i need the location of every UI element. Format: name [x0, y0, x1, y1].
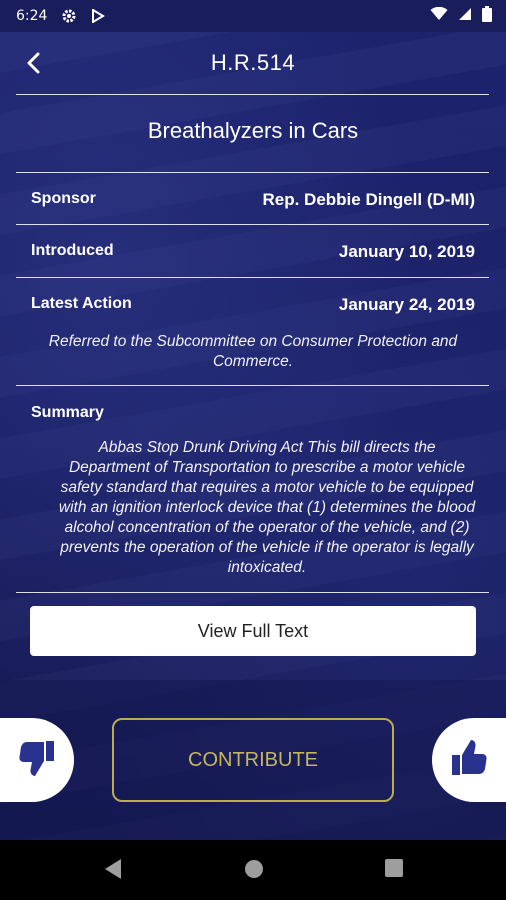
- divider: [16, 224, 489, 225]
- introduced-value: January 10, 2019: [338, 242, 475, 261]
- divider: [16, 385, 489, 386]
- thumbs-up-button[interactable]: [432, 718, 506, 802]
- divider: [16, 94, 489, 95]
- latest-action-label: Latest Action: [31, 295, 132, 312]
- bill-name: Breathalyzers in Cars: [147, 118, 359, 143]
- status-bar: [0, 0, 506, 32]
- play-store-icon: [91, 9, 105, 23]
- divider: [16, 592, 489, 593]
- gear-icon: [61, 8, 77, 24]
- system-nav-bar: [0, 840, 506, 900]
- bill-detail-screen: [0, 32, 506, 840]
- divider: [16, 277, 489, 278]
- nav-recents-icon[interactable]: [384, 858, 404, 883]
- status-time: 6:24: [16, 8, 48, 24]
- thumbs-down-icon: [19, 739, 55, 782]
- sponsor-value: Rep. Debbie Dingell (D-MI): [262, 190, 475, 209]
- thumbs-up-icon: [451, 739, 487, 782]
- header: [0, 32, 506, 94]
- sponsor-label: Sponsor: [31, 190, 96, 207]
- view-full-text-button[interactable]: View Full Text: [30, 606, 476, 656]
- contribute-button[interactable]: CONTRIBUTE: [112, 718, 394, 802]
- page-title: H.R.514: [210, 50, 296, 75]
- divider: [16, 172, 489, 173]
- summary-label: Summary: [31, 404, 104, 421]
- latest-action-date: January 24, 2019: [338, 295, 475, 314]
- nav-back-icon[interactable]: [103, 858, 123, 885]
- summary-text: Abbas Stop Drunk Driving Act This bill directs the Department of Transportation to prescribe a motor vehicle safety standard that requires a motor vehicle to be equipped with an ignition interlock device that (1) determines the blood alcohol concentration of the operator of the vehicle, and (2) prevents the operation of the vehicle if the operator is legally intoxicated.: [58, 439, 476, 576]
- signal-icon: [458, 7, 472, 25]
- latest-action-text: Referred to the Subcommittee on Consumer Protection and Commerce.: [48, 333, 458, 370]
- wifi-icon: [430, 7, 448, 25]
- nav-home-icon[interactable]: [243, 858, 265, 885]
- introduced-label: Introduced: [31, 242, 114, 259]
- battery-icon: [482, 6, 492, 26]
